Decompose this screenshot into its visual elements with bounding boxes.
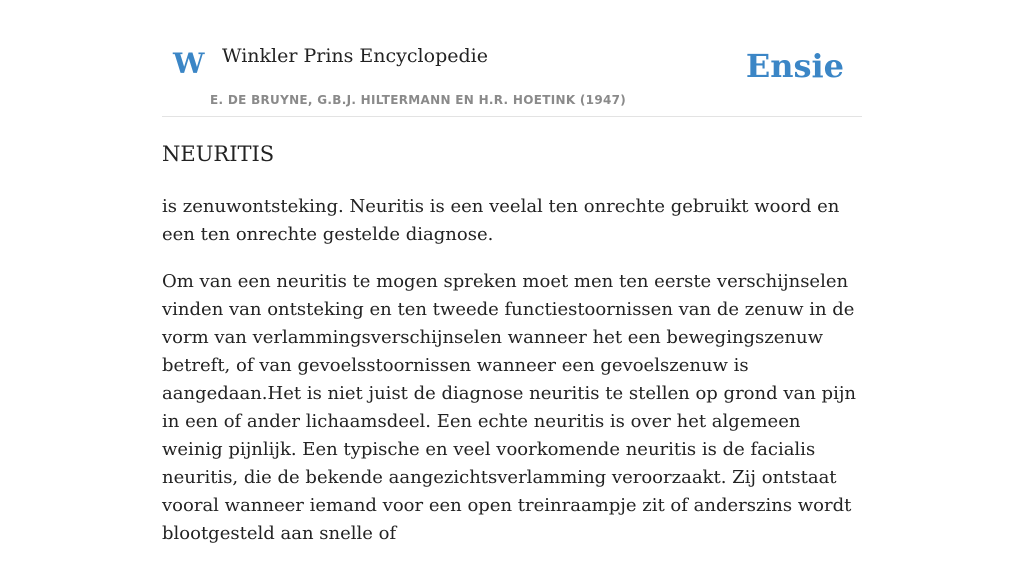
article-title: NEURITIS xyxy=(162,142,275,166)
header xyxy=(162,0,862,117)
authors-line: E. DE BRUYNE, G.B.J. HILTERMANN EN H.R. HOETINK (1947) xyxy=(210,93,627,107)
winkler-prins-logo[interactable]: W xyxy=(173,47,205,80)
article xyxy=(162,140,862,567)
book-title[interactable]: Winkler Prins Encyclopedie xyxy=(222,45,488,67)
article-paragraph-2: Om van een neuritis te mogen spreken moet men ten eerste verschijnselen vinden van ontsteking en ten tweede functiestoornissen van de zenuw in de vorm van verlammingsverschijnselen wanneer het een bewegingszenuw betreft, of van gevoelsstoornissen wanneer een gevoelszenuw is aangedaan.Het is niet juist de diagnose neuritis te stellen op grond van pijn in een of ander lichaamsdeel. Een echte neuritis is over het algemeen weinig pijnlijk. Een typische en veel voorkomende neuritis is de facialis neuritis, die de bekende aangezichtsverlamming veroorzaakt. Zij ontstaat vooral wanneer iemand voor een open treinraampje zit of anderszins wordt blootgesteld aan snelle of xyxy=(162,271,857,545)
article-paragraph-1: is zenuwontsteking. Neuritis is een veelal ten onrechte gebruikt woord en een ten onrechte gestelde diagnose. xyxy=(162,196,840,246)
ensie-logo[interactable]: Ensie xyxy=(745,47,844,85)
